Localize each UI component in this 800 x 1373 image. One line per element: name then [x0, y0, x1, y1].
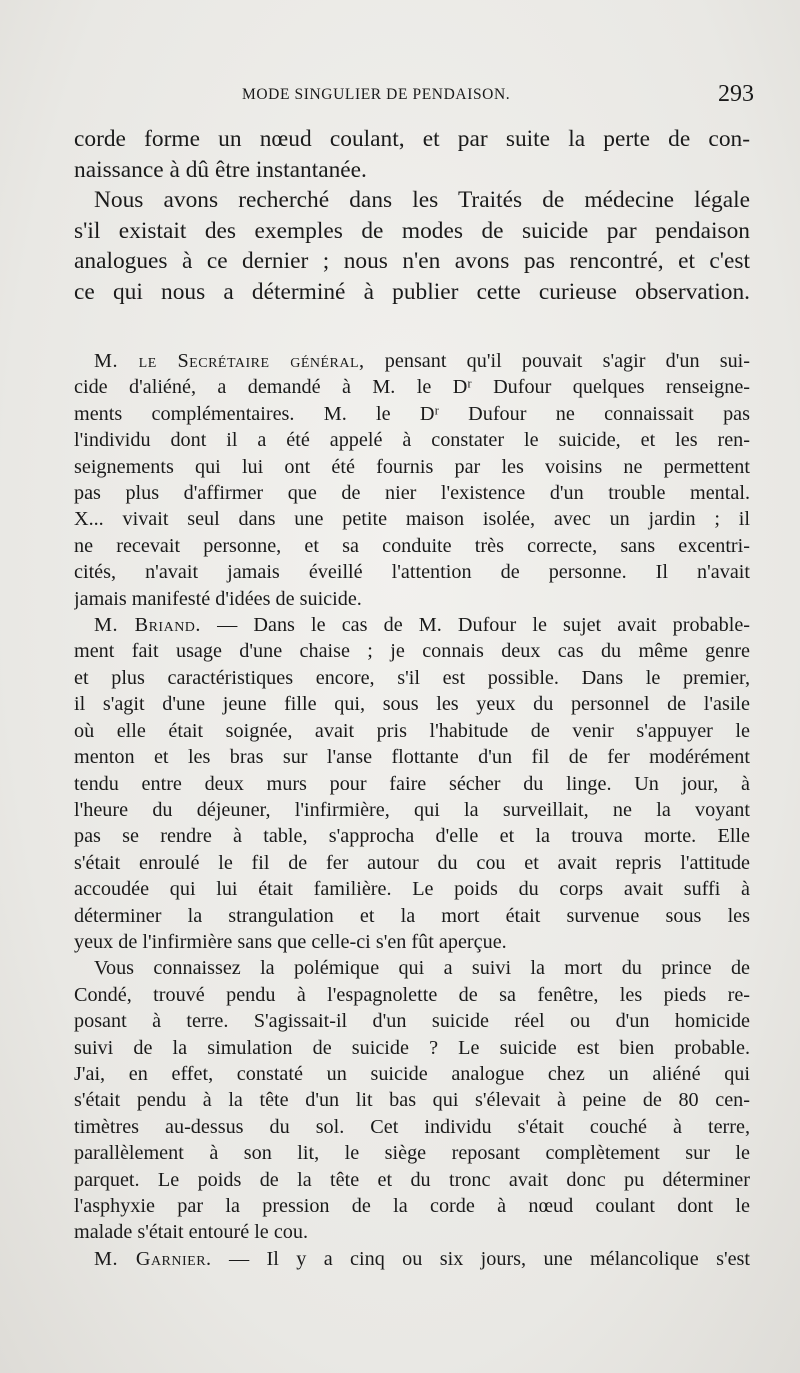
text-line: corde forme un nœud coulant, et par suite la perte de con- [74, 126, 750, 152]
text-line: cités, n'avait jamais éveillé l'attention de personne. Il n'avait [74, 561, 750, 584]
text-line: accoudée qui lui était familière. Le poids du corps avait suffi à [74, 878, 750, 901]
text-line: naissance à dû être instantanée. [74, 156, 367, 183]
text-line-content: — Dans le cas de M. Dufour le sujet avait probable- [217, 614, 750, 637]
text-line: tendu entre deux murs pour faire sécher du linge. Un jour, à [74, 772, 750, 795]
text-line: cide d'aliéné, a demandé à M. le Dʳ Dufour quelques renseigne- [74, 376, 750, 399]
text-line: où elle était soignée, avait pris l'habitude de venir s'appuyer le [74, 719, 750, 742]
text-line: ment fait usage d'une chaise ; je connais deux cas du même genre [74, 640, 750, 663]
text-line: pas se rendre à table, s'approcha d'elle et la trouva morte. Elle [74, 825, 750, 848]
text-line: ne recevait personne, et sa conduite très correcte, sans excentri- [74, 534, 750, 557]
speaker-garnier: M. Garnier. [94, 1247, 212, 1270]
text-line: parallèlement à son lit, le siège reposant complètement sur le [74, 1142, 750, 1165]
text-line: Vous connaissez la polémique qui a suivi la mort du prince de [94, 957, 750, 980]
text-line: analogues à ce dernier ; nous n'en avons pas rencontré, et c'est [74, 248, 750, 275]
text-line: s'était enroulé le fil de fer autour du cou et avait repris l'attitude [74, 851, 750, 874]
text-line-content: pensant qu'il pouvait s'agir d'un sui- [384, 350, 750, 372]
discussion-section [74, 348, 750, 1272]
text-line: il s'agit d'une jeune fille qui, sous les yeux du personnel de l'asile [74, 693, 750, 716]
speaker-secretary: M. le Secrétaire général, [94, 350, 365, 372]
text-line: déterminer la strangulation et la mort était survenue sous les [74, 904, 750, 927]
text-line [74, 612, 750, 638]
text-line: et plus caractéristiques encore, s'il est possible. Dans le premier, [74, 666, 750, 689]
text-line: yeux de l'infirmière sans que celle-ci s'en fût aperçue. [74, 930, 507, 953]
text-line: ments complémentaires. M. le Dʳ Dufour ne connaissait pas [74, 402, 750, 425]
text-line: menton et les bras sur l'anse flottante d'un fil de fer modérément [74, 746, 750, 769]
text-line [74, 348, 750, 374]
speaker-briand: M. Briand. [94, 614, 201, 637]
page-header [74, 81, 754, 116]
text-line [74, 1246, 750, 1272]
text-line: jamais manifesté d'idées de suicide. [74, 587, 362, 610]
text-line: timètres au-dessus du sol. Cet individu s'était couché à terre, [74, 1115, 750, 1138]
text-line: posant à terre. S'agissait-il d'un suicide réel ou d'un homicide [74, 1010, 750, 1033]
text-line: parquet. Le poids de la tête et du tronc avait donc pu déterminer [74, 1168, 750, 1191]
page-number: 293 [718, 81, 754, 107]
text-line: X... vivait seul dans une petite maison isolée, avec un jardin ; il [74, 508, 750, 531]
running-title: MODE SINGULIER DE PENDAISON. [242, 86, 511, 103]
text-line: Condé, trouvé pendu à l'espagnolette de sa fenêtre, les pieds re- [74, 983, 750, 1006]
text-line: seignements qui lui ont été fournis par les voisins ne permettent [74, 455, 750, 478]
text-line: J'ai, en effet, constaté un suicide analogue chez un aliéné qui [74, 1062, 750, 1085]
text-line: l'asphyxie par la pression de la corde à nœud coulant dont le [74, 1195, 750, 1217]
text-line: pas plus d'affirmer que de nier l'existence d'un trouble mental. [74, 482, 750, 505]
text-line: l'individu dont il a été appelé à constater le suicide, et les ren- [74, 429, 750, 452]
text-line: s'était pendu à la tête d'un lit bas qui s'élevait à peine de 80 cen- [74, 1089, 750, 1112]
text-line: ce qui nous a déterminé à publier cette curieuse observation. [74, 278, 750, 305]
text-line: s'il existait des exemples de modes de suicide par pendaison [74, 217, 750, 244]
text-line: Nous avons recherché dans les Traités de médecine légale [94, 187, 750, 214]
intro-paragraphs [74, 124, 750, 308]
text-line: malade s'était entouré le cou. [74, 1221, 309, 1244]
text-line-content: — Il y a cinq ou six jours, une mélancolique s'est [228, 1247, 750, 1270]
text-line: suivi de la simulation de suicide ? Le suicide est bien probable. [74, 1036, 750, 1059]
text-line: l'heure du déjeuner, l'infirmière, qui la surveillait, ne la voyant [74, 798, 750, 821]
